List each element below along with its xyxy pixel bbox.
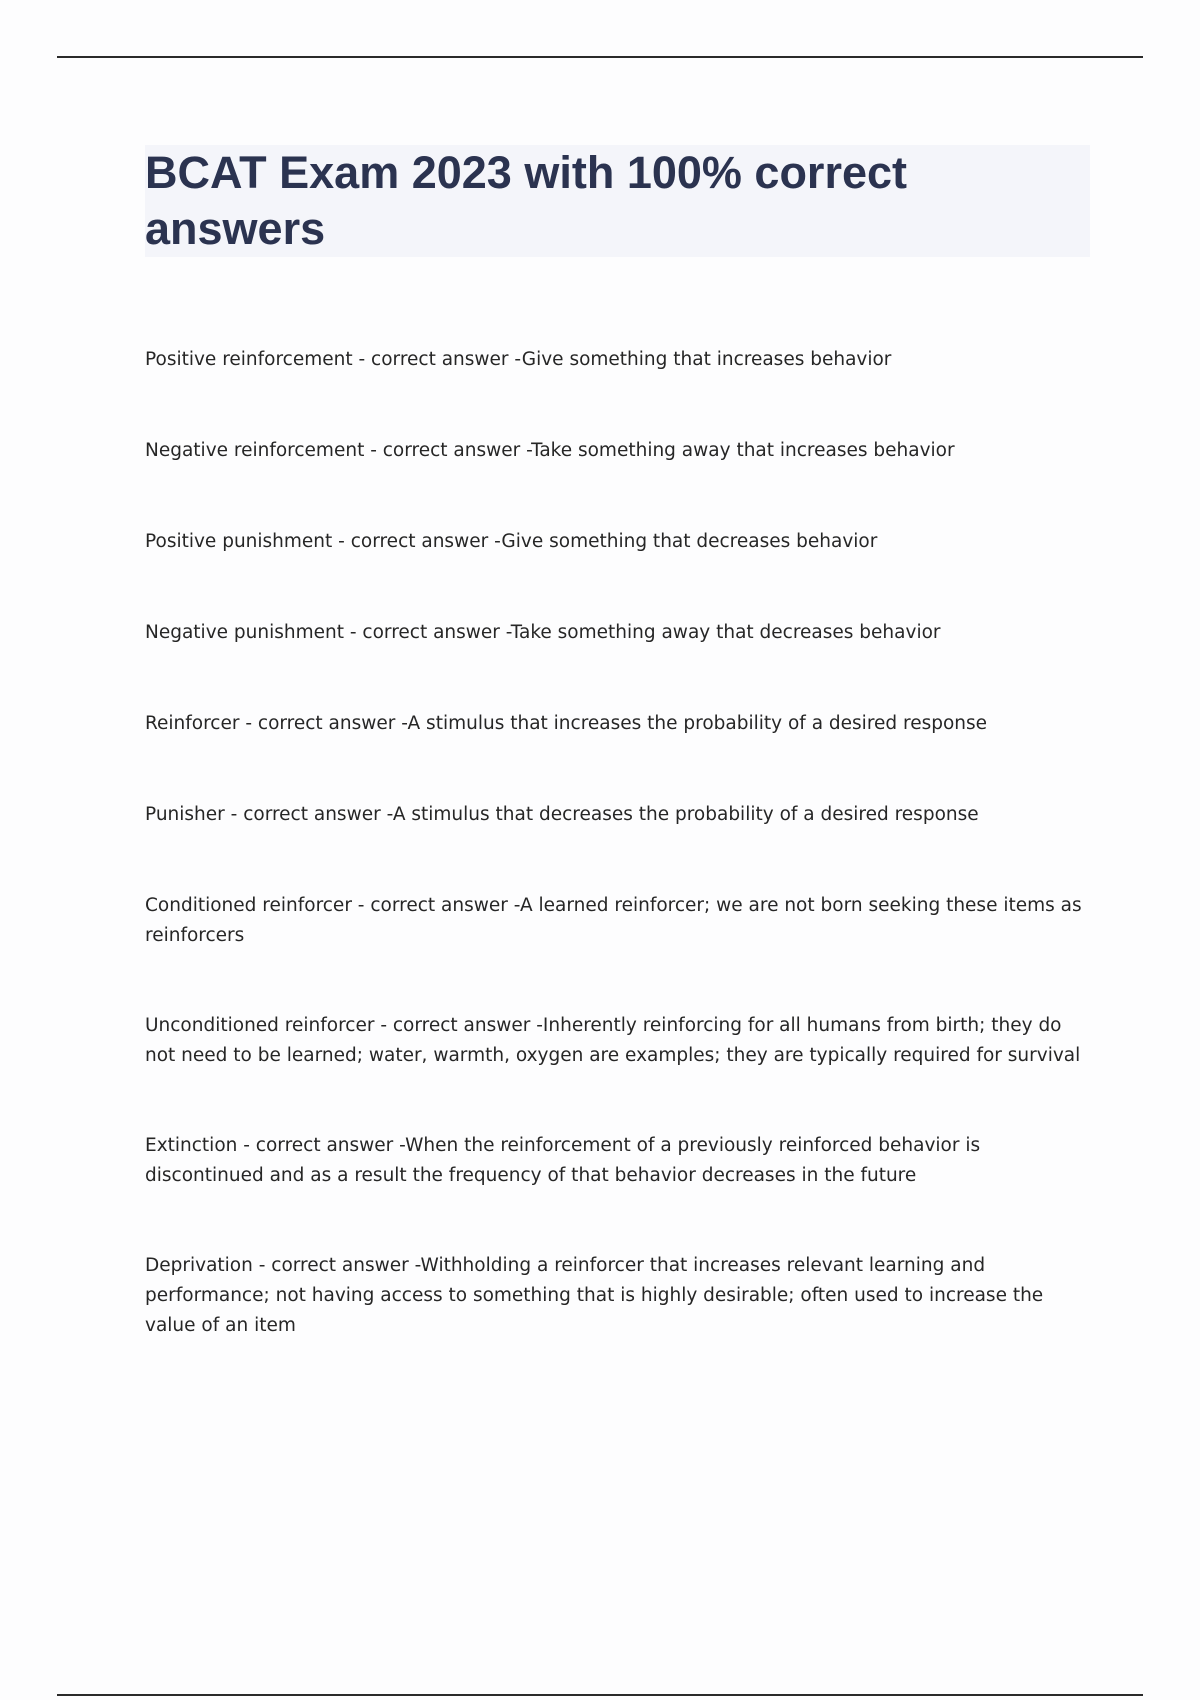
qa-item: Negative punishment - correct answer -Take something away that decreases behavior xyxy=(145,622,941,643)
qa-item: Conditioned reinforcer - correct answer -A learned reinforcer; we are not born seeking these items as reinforcers xyxy=(145,895,1082,946)
qa-list xyxy=(145,345,1090,1402)
qa-item: Reinforcer - correct answer -A stimulus that increases the probability of a desired response xyxy=(145,713,988,734)
qa-item: Unconditioned reinforcer - correct answer -Inherently reinforcing for all humans from birth; they do not need to be learned; water, warmth, oxygen are examples; they are typically required for survival xyxy=(145,1015,1081,1066)
qa-item: Deprivation - correct answer -Withholding a reinforcer that increases relevant learning and performance; not having access to something that is highly desirable; often used to increase the value of an item xyxy=(145,1255,1044,1336)
page-title: BCAT Exam 2023 with 100% correct answers xyxy=(145,147,907,254)
top-rule xyxy=(57,56,1143,58)
qa-item: Positive punishment - correct answer -Give something that decreases behavior xyxy=(145,531,878,552)
qa-item: Extinction - correct answer -When the reinforcement of a previously reinforced behavior is discontinued and as a result the frequency of that behavior decreases in the future xyxy=(145,1135,981,1186)
bottom-rule xyxy=(57,1694,1143,1696)
qa-item: Punisher - correct answer -A stimulus that decreases the probability of a desired response xyxy=(145,804,979,825)
qa-item: Positive reinforcement - correct answer -Give something that increases behavior xyxy=(145,349,892,370)
qa-item: Negative reinforcement - correct answer -Take something away that increases behavior xyxy=(145,440,955,461)
